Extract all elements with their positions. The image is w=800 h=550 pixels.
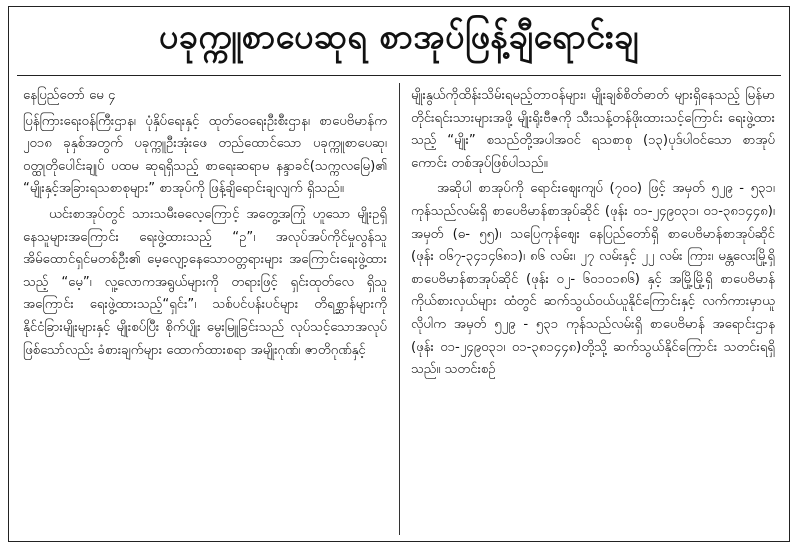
article-paragraph-4: အဆိုပါ စာအုပ်ကို ရောင်းဈေးကျပ် (၇၀၀) ဖြင့် အမှတ် ၅၂၉ - ၅၃၁၊ ကုန်သည်လမ်းရှိ စာပေဗိမာန်စာအုပ်ဆိုင် (ဖုန်း ၀၁-၂၄၉၀၃၁၊ ၀၁-၃၈၁၄၄၈)၊ အမှတ် (ဓ- ၅၅)၊ သပြေကုန်ဈေး နေပြည်တော်ရှိ စာပေဗိမာန်စာအုပ်ဆိုင် (ဖုန်း ၀၆၇-၃၄၁၄၆၈၁)၊ ၈၆ လမ်း၊ ၂၇ လမ်းနှင့် ၂၂ လမ်း ကြား၊ မန္တလေးမြို့ရှိ စာပေဗိမာန်စာအုပ်ဆိုင် (ဖုန်း ၀၂- ၆၀၁၀၁၈၆) နှင့် အမြို့မြို့ရှိ စာပေဗိမာန်ကိုယ်စားလှယ်များ ထံတွင် ဆက်သွယ်ဝယ်ယူနိုင်ကြောင်းနှင့် လက်ကားမှာယူ လိုပါက အမှတ် ၅၂၉ - ၅၃၁ ကုန်သည်လမ်းရှိ စာပေဗိမာန် အရောင်းဌာန (ဖုန်း ၀၁-၂၄၉၀၃၁၊ ၀၁-၃၈၁၄၄၈)တို့သို့ ဆက်သွယ်နိုင်ကြောင်း သတင်းရရှိသည်။ သတင်းစဉ်	[411, 181, 775, 378]
article-paragraph-2: ယင်းစာအုပ်တွင် သားသမီးဓလေ့ကြောင့် အတွေ့အကြုံ ဟူသော မျိုးဥရှိနေသူများအကြောင်း ရေးဖွဲ့ထားသည့် “ဥ”၊ အလုပ်အပ်ကိုင်မှုလွန်သူ အိမ်ထောင်ရှင်မတစ်ဦး၏ မေ့လျော့နေသောဝတ္တရားများ အကြောင်းရေးဖွဲ့ထားသည့် “မေ့”၊ လူ့လောကအရွယ်များကို တရားဖြင့် ရှင်းထုတ်လေ ရှိသူအကြောင်း ရေးဖွဲ့ထားသည့်“ရှင်း”၊ သစ်ပင်ပန်းပင်များ တိရစ္ဆာန်များကို နိုင်ငံခြားမျိုးများနှင့် မျိုးစပ်ပြီး စိုက်ပျိုး မွေးမြူခြင်းသည် လုပ်သင့်သောအလုပ် ဖြစ်သော်လည်း ခံစားချက်များ ထောက်ထားစရာ အမျိုးဂုဏ်၊ ဇာတိဂုဏ်နှင့်	[23, 206, 387, 358]
column-divider	[399, 83, 400, 535]
article-paragraph-3: မျိုးနွယ်ကိုထိန်းသိမ်းရမည့်တာဝန်များ၊ မျိုးချစ်စိတ်ဓာတ် များရှိနေသည့် မြန်မာတိုင်းရင်းသားများအဖို့ မျိုးရိုးဗီဇကို သီးသန့်တန်ဖိုးထားသင့်ကြောင်း ရေးဖွဲ့ထားသည့် “မျိုး” စသည်တို့အပါအဝင် ရသစာစု (၁၃)ပုဒ်ပါဝင်သော စာအုပ် ကောင်း တစ်အုပ်ဖြစ်ပါသည်။	[411, 88, 775, 171]
article-left-column	[23, 85, 387, 533]
article-paragraph-1: ပြန်ကြားရေးဝန်ကြီးဌာန၊ ပုံနှိပ်ရေးနှင့် ထုတ်ဝေရေးဦးစီးဌာန၊ စာပေဗိမာန်က ၂၀၁၈ ခုနှစ်အတွက် ပခုက္ကူဦးအုံးဖေ တည်ထောင်သော ပခုက္ကူစာပေဆု၊ ဝတ္ထုတိုပေါင်းချုပ် ပထမ ဆုရရှိသည့် စာရေးဆရာမ နန္ဒာခင်(သက္ကလမြေ)၏ “မျိုးနှင့်အခြားရသစာစုများ” စာအုပ်ကို ဖြန့်ချိရောင်းချလျက် ရှိသည်။	[23, 113, 387, 197]
news-article-frame	[8, 6, 790, 542]
article-dateline: နေပြည်တော် မေ ၄	[23, 88, 116, 103]
article-right-column	[411, 85, 775, 533]
title-underline-rule	[17, 75, 781, 76]
article-title: ပခုက္ကူစာပေဆုရ စာအုပ်ဖြန့်ချီရောင်းချ	[158, 17, 640, 57]
